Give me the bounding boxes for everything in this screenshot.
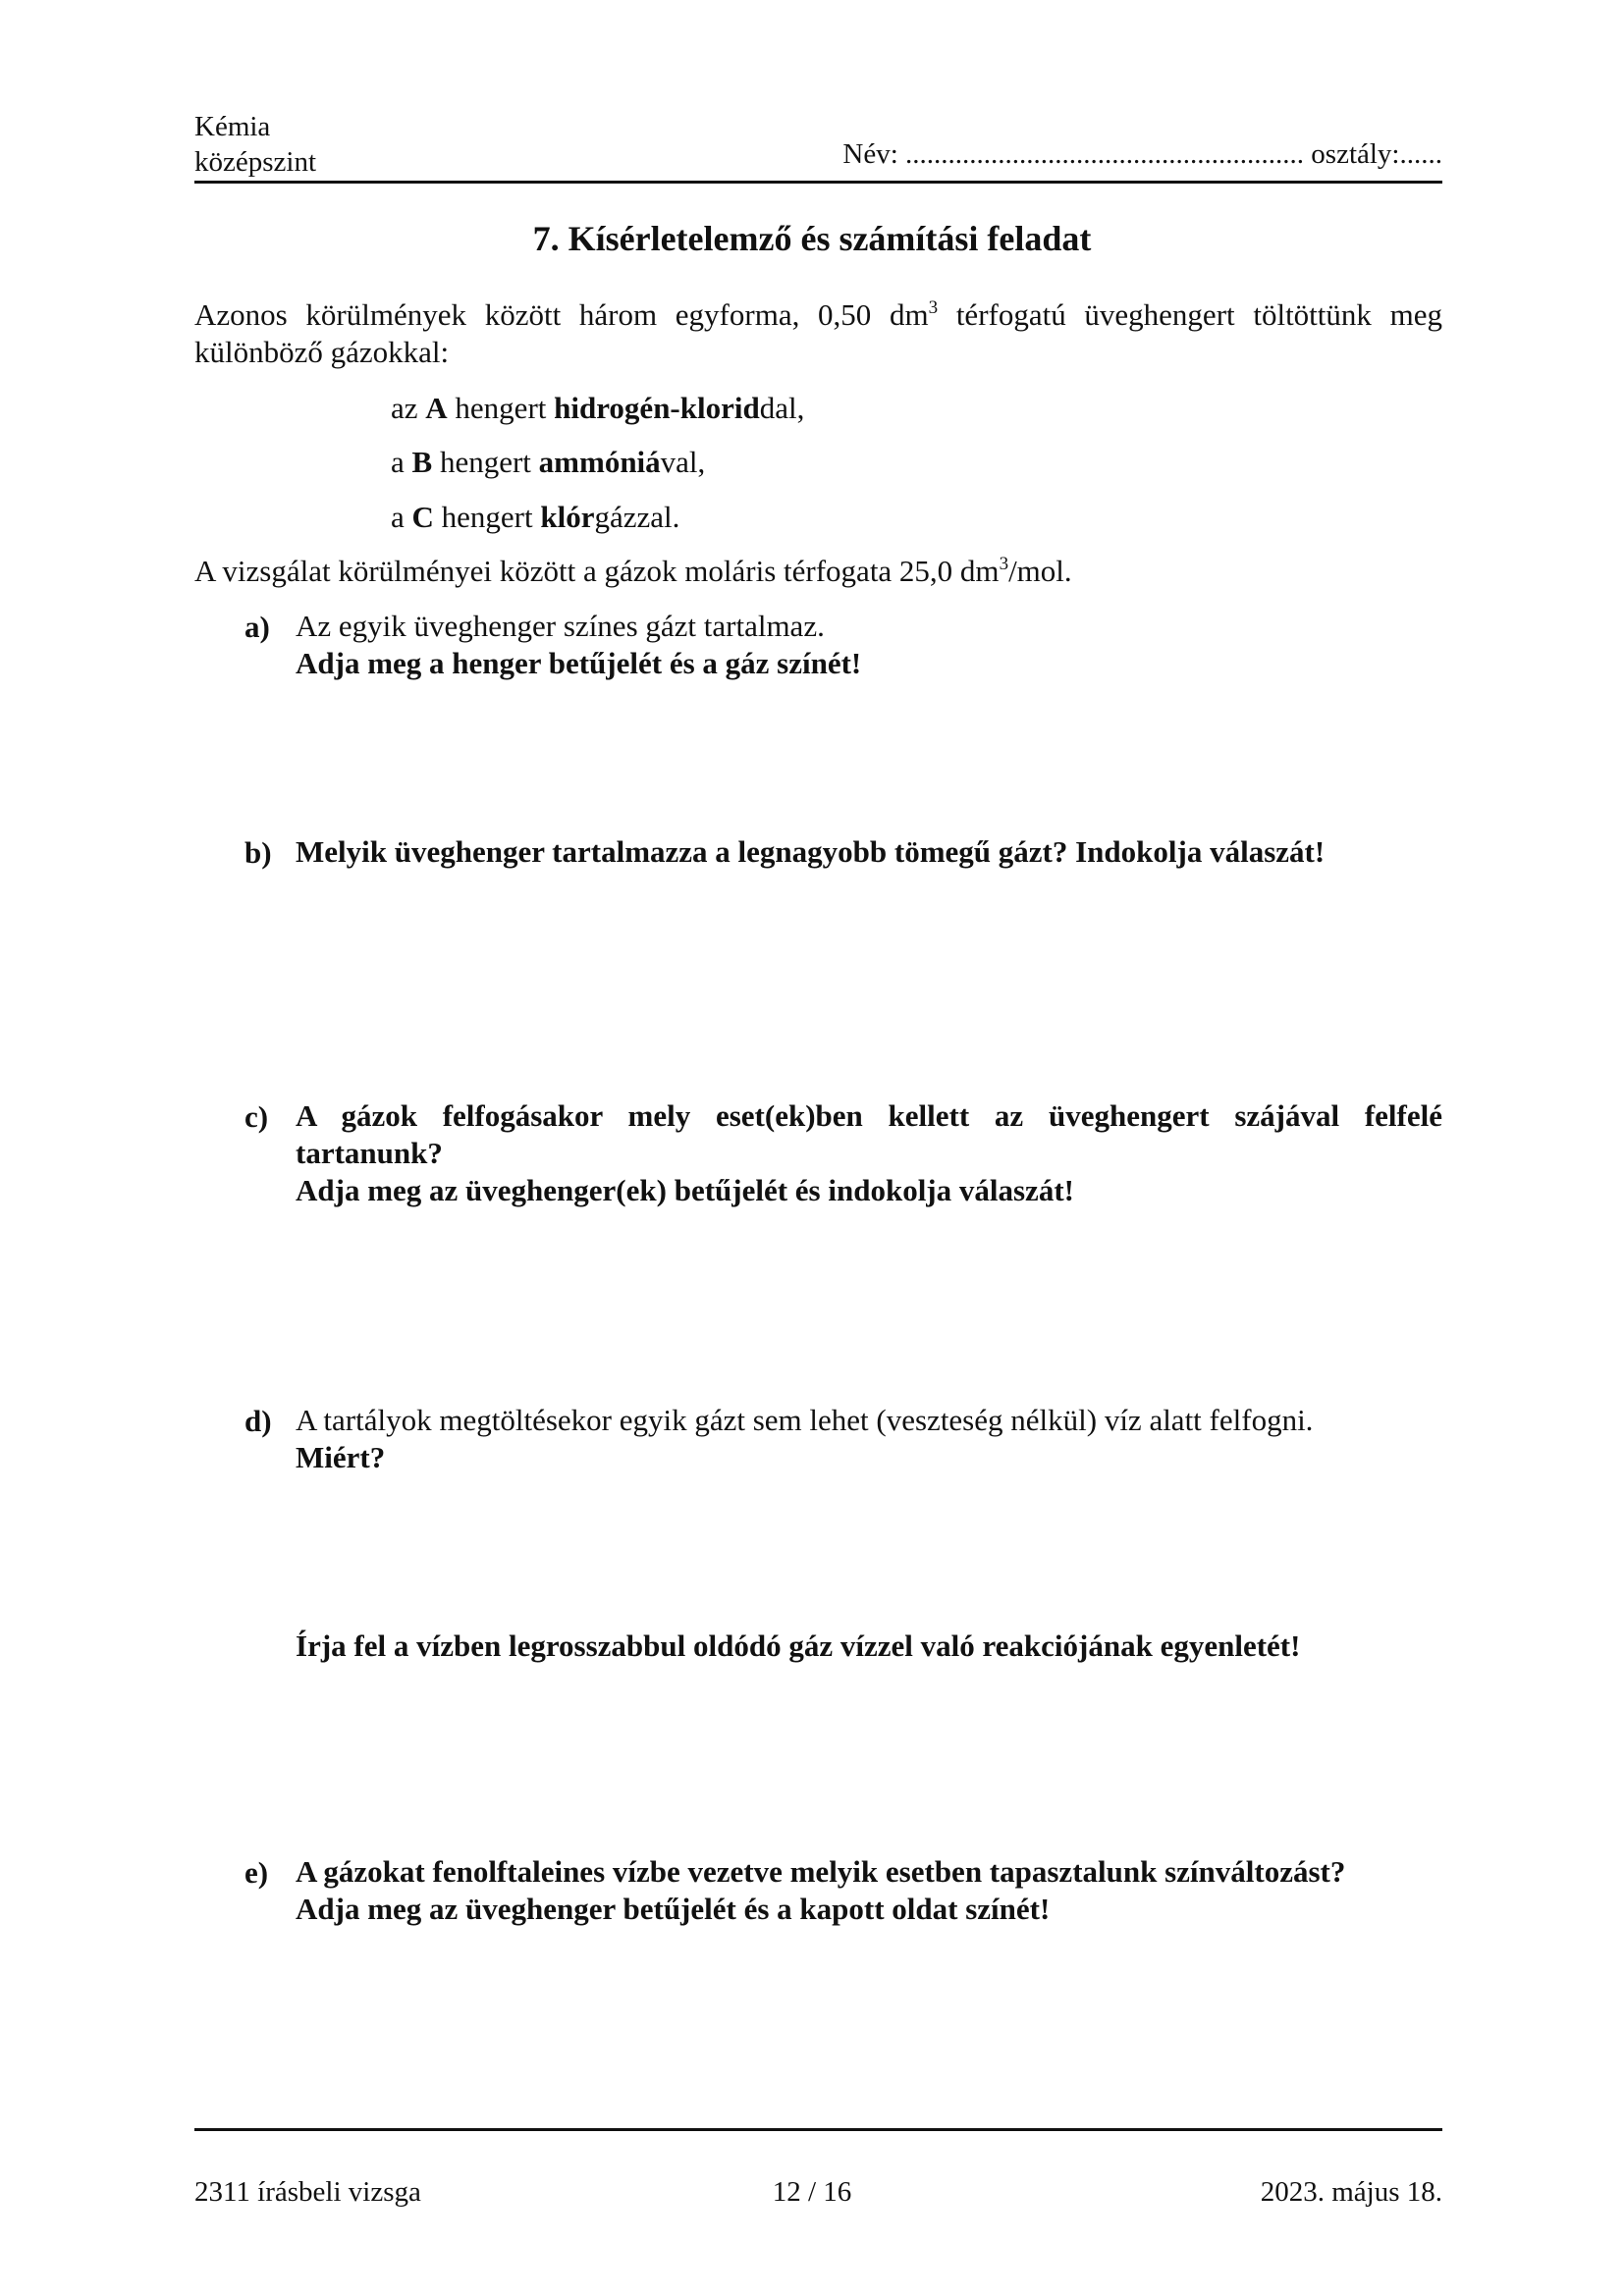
answer-area-c[interactable]	[194, 1217, 1442, 1394]
cylinder-a-gas: hidrogén-klorid	[554, 391, 760, 425]
question-a-line-2: Adja meg a henger betűjelét és a gáz színét!	[296, 646, 862, 680]
intro-line-1-b: térfogatú üveghengert töltöttünk meg	[938, 297, 1442, 332]
intro-line-2: különböző gázokkal:	[194, 335, 450, 369]
answer-area-d-reason[interactable]	[194, 1482, 1442, 1620]
header-subject: Kémia	[194, 111, 271, 142]
header-rule	[194, 181, 1442, 184]
footer-exam-code: 2311 írásbeli vizsga	[194, 2176, 421, 2208]
answer-area-d-equation[interactable]	[194, 1674, 1442, 1841]
cylinder-b-post: val,	[660, 445, 706, 479]
footer-date: 2023. május 18.	[1260, 2176, 1442, 2208]
question-d-line-1: A tartályok megtöltésekor egyik gázt sem lehet (veszteség nélkül) víz alatt felfogni.	[296, 1403, 1314, 1437]
question-a-label: a)	[244, 610, 270, 644]
footer-page-number: 12 / 16	[772, 2176, 852, 2208]
cylinder-c-mid: hengert	[433, 500, 541, 534]
molar-volume-text-b: /mol.	[1008, 554, 1072, 588]
cylinder-b-pre: a	[391, 445, 412, 479]
question-d-line-3: Írja fel a vízben legrosszabbul oldódó gáz vízzel való reakciójának egyenletét!	[296, 1629, 1301, 1663]
question-e-label: e)	[244, 1855, 269, 1890]
question-c-label: c)	[244, 1099, 269, 1134]
header-name-class-field: Név: ........................................................ osztály:......	[842, 138, 1442, 170]
answer-area-a[interactable]	[194, 687, 1442, 825]
cylinder-a-mid: hengert	[447, 391, 555, 425]
question-c-line-1: A gázok felfogásakor mely eset(ek)ben kellett az üveghengert szájával felfelé	[296, 1098, 1442, 1133]
cylinder-a-pre: az	[391, 391, 426, 425]
question-c-line-2: tartanunk?	[296, 1136, 443, 1170]
header-level: középszint	[194, 146, 317, 178]
cylinder-c-item	[391, 499, 679, 536]
cylinder-b-letter: B	[411, 445, 433, 479]
molar-volume-superscript: 3	[999, 554, 1009, 574]
cylinder-a-post: dal,	[759, 391, 805, 425]
question-e-line-2: Adja meg az üveghenger betűjelét és a kapott oldat színét!	[296, 1892, 1051, 1926]
cylinder-c-gas: klór	[540, 500, 595, 534]
question-d-line-2: Miért?	[296, 1440, 386, 1474]
cylinder-a-item	[391, 390, 804, 427]
footer-rule	[194, 2128, 1442, 2131]
page-title: 7. Kísérletelemző és számítási feladat	[532, 219, 1092, 258]
question-e-line-1: A gázokat fenolftaleines vízbe vezetve melyik esetben tapasztalunk színváltozást?	[296, 1854, 1346, 1889]
cylinder-a-letter: A	[425, 391, 448, 425]
question-b-line-1: Melyik üveghenger tartalmazza a legnagyobb tömegű gázt? Indokolja válaszát!	[296, 834, 1326, 869]
question-a-line-1: Az egyik üveghenger színes gázt tartalmaz.	[296, 609, 825, 643]
question-d-label: d)	[244, 1404, 272, 1438]
cylinder-b-item	[391, 444, 705, 481]
intro-superscript: 3	[928, 297, 939, 318]
question-c-line-3: Adja meg az üveghenger(ek) betűjelét és indokolja válaszát!	[296, 1173, 1074, 1207]
question-b-label: b)	[244, 835, 272, 870]
answer-area-e[interactable]	[194, 1936, 1442, 2112]
question-c-line-1-wrap	[296, 1097, 1442, 1135]
intro-line-1	[194, 296, 1442, 334]
cylinder-b-gas: ammóniá	[538, 445, 661, 479]
cylinder-c-post: gázzal.	[594, 500, 680, 534]
cylinder-c-pre: a	[391, 500, 412, 534]
intro-line-1-text	[194, 296, 1442, 334]
answer-area-b[interactable]	[194, 879, 1442, 1085]
cylinder-c-letter: C	[411, 500, 434, 534]
intro-line-1-a: Azonos körülmények között három egyforma, 0,50 dm	[194, 297, 929, 332]
molar-volume-text-a: A vizsgálat körülményei között a gázok moláris térfogata 25,0 dm	[194, 554, 1000, 588]
molar-volume-line	[194, 553, 1072, 590]
cylinder-b-mid: hengert	[432, 445, 539, 479]
